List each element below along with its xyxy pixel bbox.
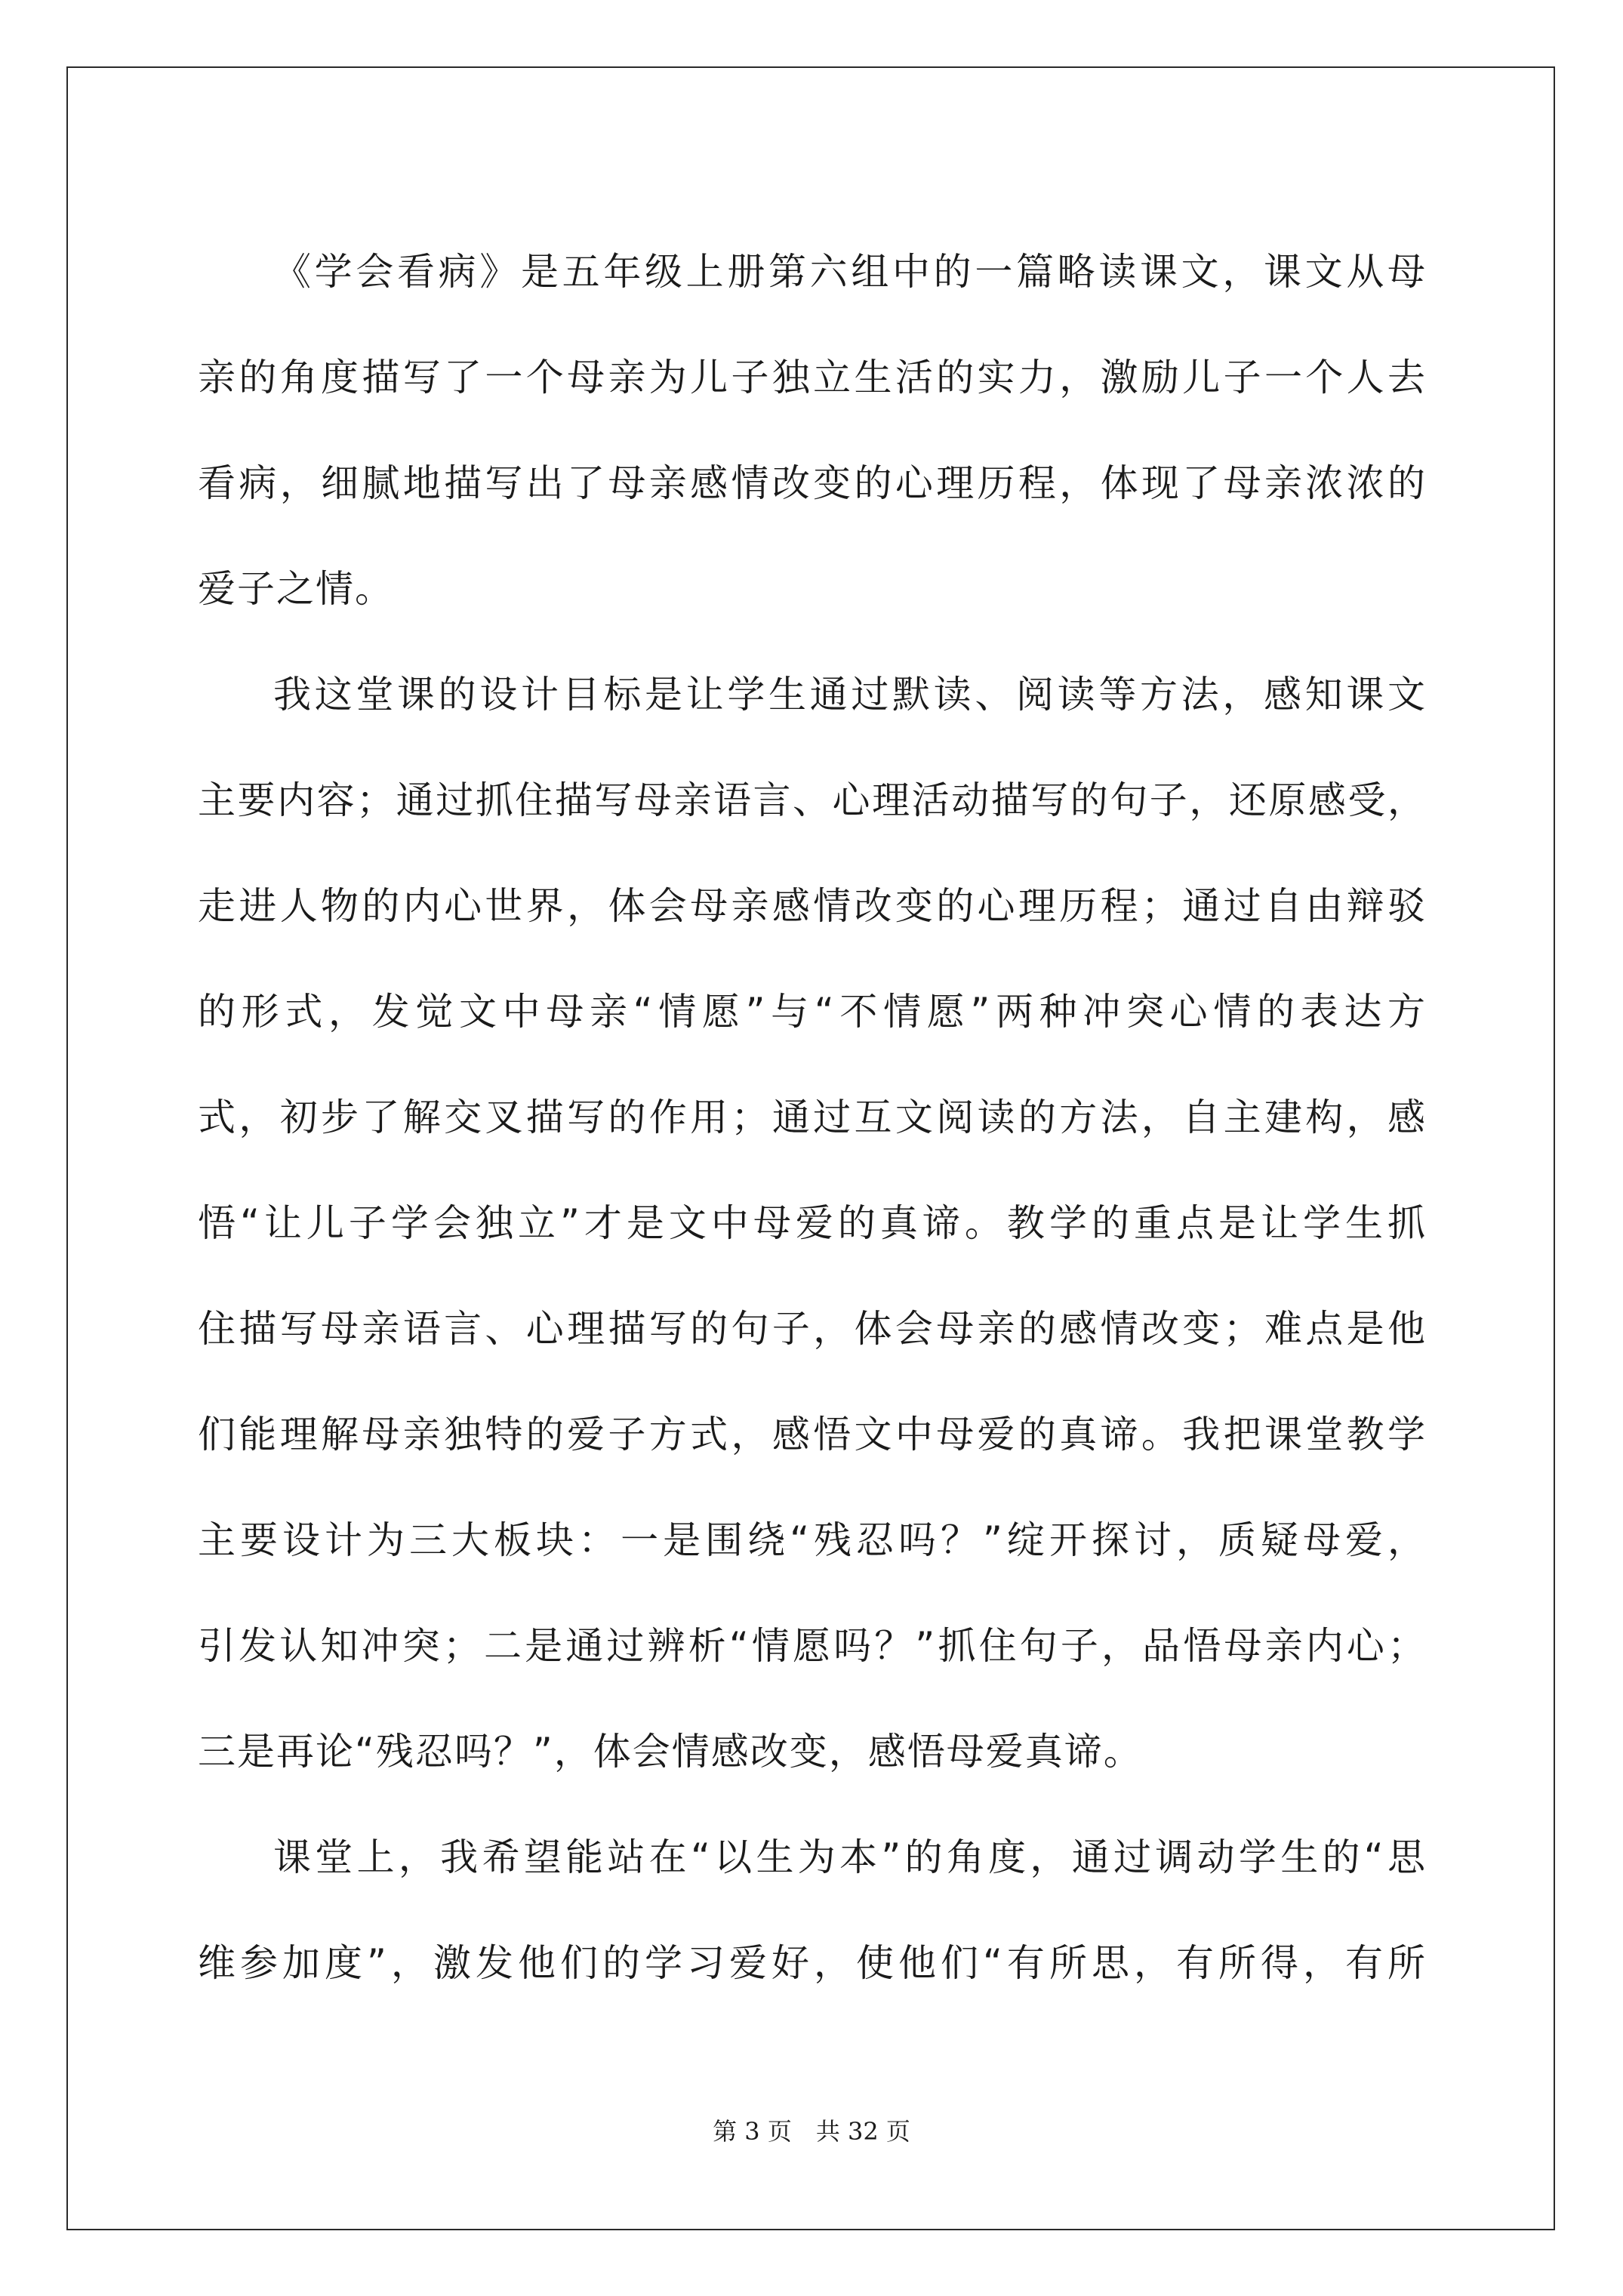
paragraph-3-line-2: 维参加度”，激发他们的学习爱好，使他们“有所思，有所得，有所 — [198, 1941, 1427, 1985]
paragraph-1-line-3: 看病，细腻地描写出了母亲感情改变的心理历程，体现了母亲浓浓的 — [198, 461, 1427, 505]
paragraph-2-line-10: 引发认知冲突；二是通过辨析“情愿吗？”抓住句子，品悟母亲内心； — [198, 1624, 1427, 1668]
page-number-footer: 第 3 页 共 32 页 — [713, 2117, 910, 2146]
paragraph-2-line-2: 主要内容；通过抓住描写母亲语言、心理活动描写的句子，还原感受， — [198, 778, 1427, 822]
paragraph-1-line-4: 爱子之情。 — [198, 567, 394, 611]
document-body — [198, 219, 1427, 2016]
paragraph-2-line-7: 住描写母亲语言、心理描写的句子，体会母亲的感情改变；难点是他 — [198, 1307, 1427, 1351]
paragraph-3-line-1: 课堂上，我希望能站在“以生为本”的角度，通过调动学生的“思 — [273, 1835, 1427, 1879]
paragraph-2-line-8: 们能理解母亲独特的爱子方式，感悟文中母爱的真谛。我把课堂教学 — [198, 1413, 1427, 1456]
paragraph-2-line-1: 我这堂课的设计目标是让学生通过默读、阅读等方法，感知课文 — [273, 673, 1427, 717]
paragraph-2-line-3: 走进人物的内心世界，体会母亲感情改变的心理历程；通过自由辩驳 — [198, 884, 1427, 928]
paragraph-2-line-6: 悟“让儿子学会独立”才是文中母爱的真谛。教学的重点是让学生抓 — [198, 1201, 1427, 1245]
paragraph-2-line-11: 三是再论“残忍吗？”，体会情感改变，感悟母爱真谛。 — [198, 1730, 1143, 1774]
paragraph-2-line-5: 式，初步了解交叉描写的作用；通过互文阅读的方法，自主建构，感 — [198, 1096, 1427, 1139]
paragraph-2-line-9: 主要设计为三大板块：一是围绕“残忍吗？”绽开探讨，质疑母爱， — [198, 1518, 1427, 1562]
paragraph-1-line-1: 《学会看病》是五年级上册第六组中的一篇略读课文，课文从母 — [273, 250, 1427, 294]
paragraph-1-line-2: 亲的角度描写了一个母亲为儿子独立生活的实力，激励儿子一个人去 — [198, 356, 1427, 399]
paragraph-2-line-4: 的形式，发觉文中母亲“情愿”与“不情愿”两种冲突心情的表达方 — [198, 990, 1427, 1034]
